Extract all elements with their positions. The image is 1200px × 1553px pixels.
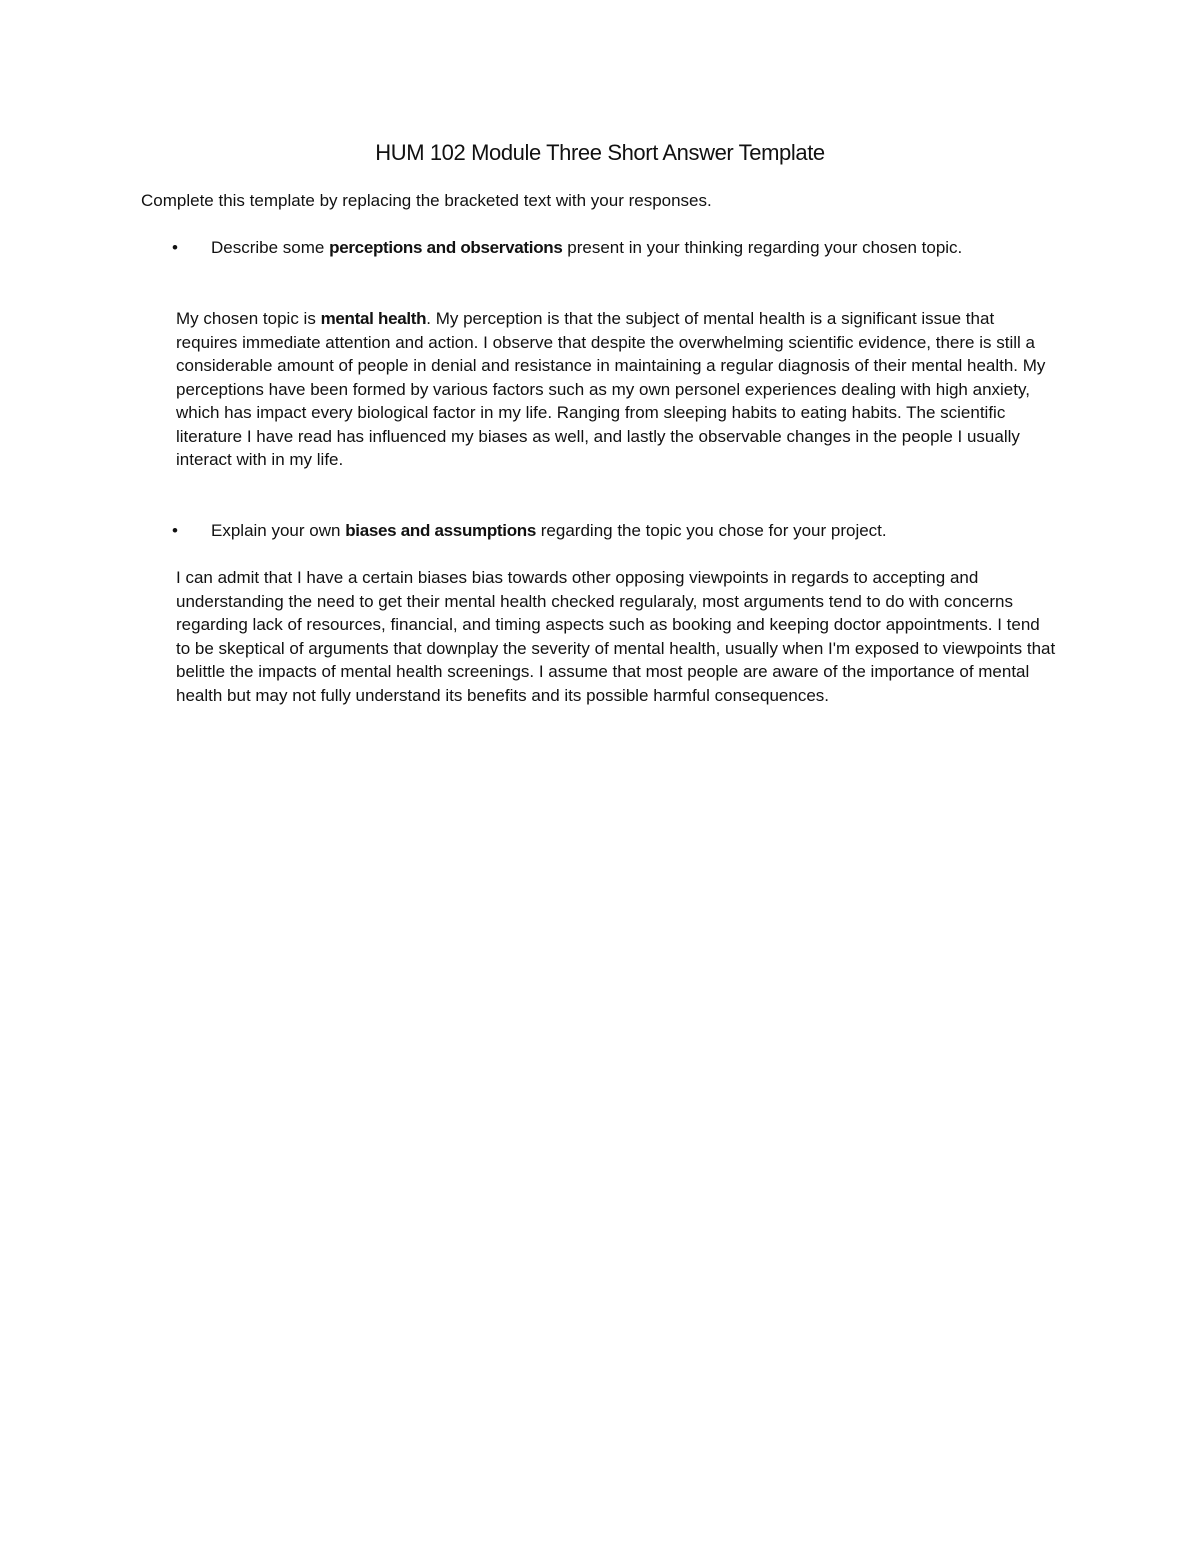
- answer-perceptions-after: . My perception is that the subject of mental health is a significant issue that requires immediate attention and action. I observe that despite the overwhelming scientific evidence, there is still a considerable amount of people in denial and resistance in maintaining a regular diagnosis of their mental health. My perceptions have been formed by various factors such as my own personel experiences dealing with high anxiety, which has impact every biological factor in my life. Ranging from sleeping habits to eating habits. The scientific literature I have read has influenced my biases as well, and lastly the observable changes in the people I usually interact with in my life.: [176, 309, 1046, 469]
- prompt-perceptions-before: Describe some: [211, 238, 330, 257]
- answer-biases: I can admit that I have a certain biases bias towards other opposing viewpoints in regards to accepting and understanding the need to get their mental health checked regularaly, most arguments tend to do with concerns regarding lack of resources, financial, and timing aspects such as booking and keeping doctor appointments. I tend to be skeptical of arguments that downplay the severity of mental health, usually when I'm exposed to viewpoints that belittle the impacts of mental health screenings. I assume that most people are aware of the importance of mental health but may not fully understand its benefits and its possible harmful consequences.: [176, 568, 1056, 705]
- prompt-perceptions-after: present in your thinking regarding your chosen topic.: [562, 238, 963, 257]
- bullet-icon: •: [172, 521, 178, 540]
- prompt-biases-text: [211, 519, 1041, 543]
- instructions-text: Complete this template by replacing the bracketed text with your responses.: [141, 191, 712, 210]
- bullet-icon: •: [172, 238, 178, 257]
- document-title: HUM 102 Module Three Short Answer Template: [375, 140, 825, 165]
- prompt-biases-after: regarding the topic you chose for your project.: [536, 521, 887, 540]
- prompt-biases-emphasis: biases and assumptions: [345, 521, 537, 540]
- answer-perceptions-before: My chosen topic is: [176, 309, 321, 328]
- prompt-biases-before: Explain your own: [211, 521, 346, 540]
- answer-perceptions: [176, 307, 1056, 472]
- prompt-perceptions-emphasis: perceptions and observations: [329, 238, 563, 257]
- prompt-perceptions-text: [211, 236, 1041, 260]
- answer-perceptions-emphasis: mental health: [320, 309, 427, 328]
